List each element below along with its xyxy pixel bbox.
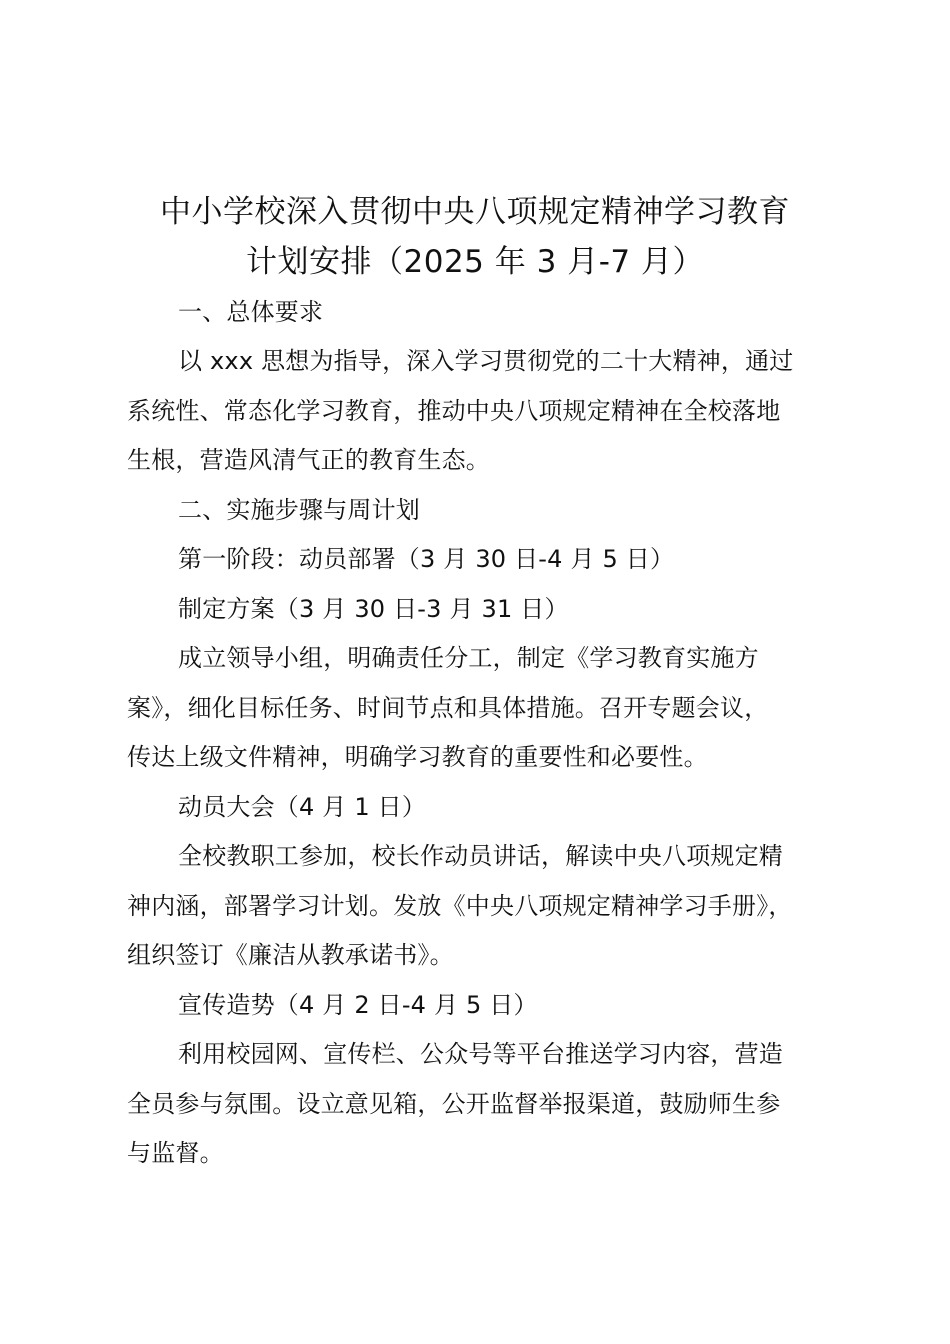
stage-heading-mobilization: 第一阶段：动员部署（3 月 30 日-4 月 5 日） bbox=[178, 545, 675, 573]
item-heading-publicity: 宣传造势（4 月 2 日-4 月 5 日） bbox=[178, 991, 538, 1019]
paragraph-line: 全员参与氛围。设立意见箱，公开监督举报渠道，鼓励师生参 bbox=[127, 1090, 781, 1118]
paragraph-line: 生根，营造风清气正的教育生态。 bbox=[127, 446, 490, 474]
section-heading-implementation-steps: 二、实施步骤与周计划 bbox=[178, 496, 420, 524]
paragraph-line: 成立领导小组，明确责任分工，制定《学习教育实施方 bbox=[178, 644, 759, 672]
paragraph-line: 利用校园网、宣传栏、公众号等平台推送学习内容，营造 bbox=[178, 1040, 783, 1068]
paragraph-line: 神内涵，部署学习计划。发放《中央八项规定精神学习手册》， bbox=[127, 892, 793, 920]
paragraph-line: 与监督。 bbox=[127, 1139, 224, 1167]
section-heading-general-requirements: 一、总体要求 bbox=[178, 298, 324, 326]
paragraph-line: 以 xxx 思想为指导，深入学习贯彻党的二十大精神，通过 bbox=[178, 347, 794, 375]
paragraph-line: 系统性、常态化学习教育，推动中央八项规定精神在全校落地 bbox=[127, 397, 781, 425]
item-heading-mobilization-meeting: 动员大会（4 月 1 日） bbox=[178, 793, 427, 821]
document-title-line-1: 中小学校深入贯彻中央八项规定精神学习教育 bbox=[160, 194, 790, 230]
paragraph-line: 传达上级文件精神，明确学习教育的重要性和必要性。 bbox=[127, 743, 708, 771]
item-heading-plan-formulation: 制定方案（3 月 30 日-3 月 31 日） bbox=[178, 595, 569, 623]
document-title-line-2: 计划安排（2025 年 3 月-7 月） bbox=[246, 244, 704, 280]
paragraph-line: 案》，细化目标任务、时间节点和具体措施。召开专题会议， bbox=[127, 694, 769, 722]
paragraph-line: 组织签订《廉洁从教承诺书》。 bbox=[127, 941, 454, 969]
paragraph-line: 全校教职工参加，校长作动员讲话，解读中央八项规定精 bbox=[178, 842, 783, 870]
